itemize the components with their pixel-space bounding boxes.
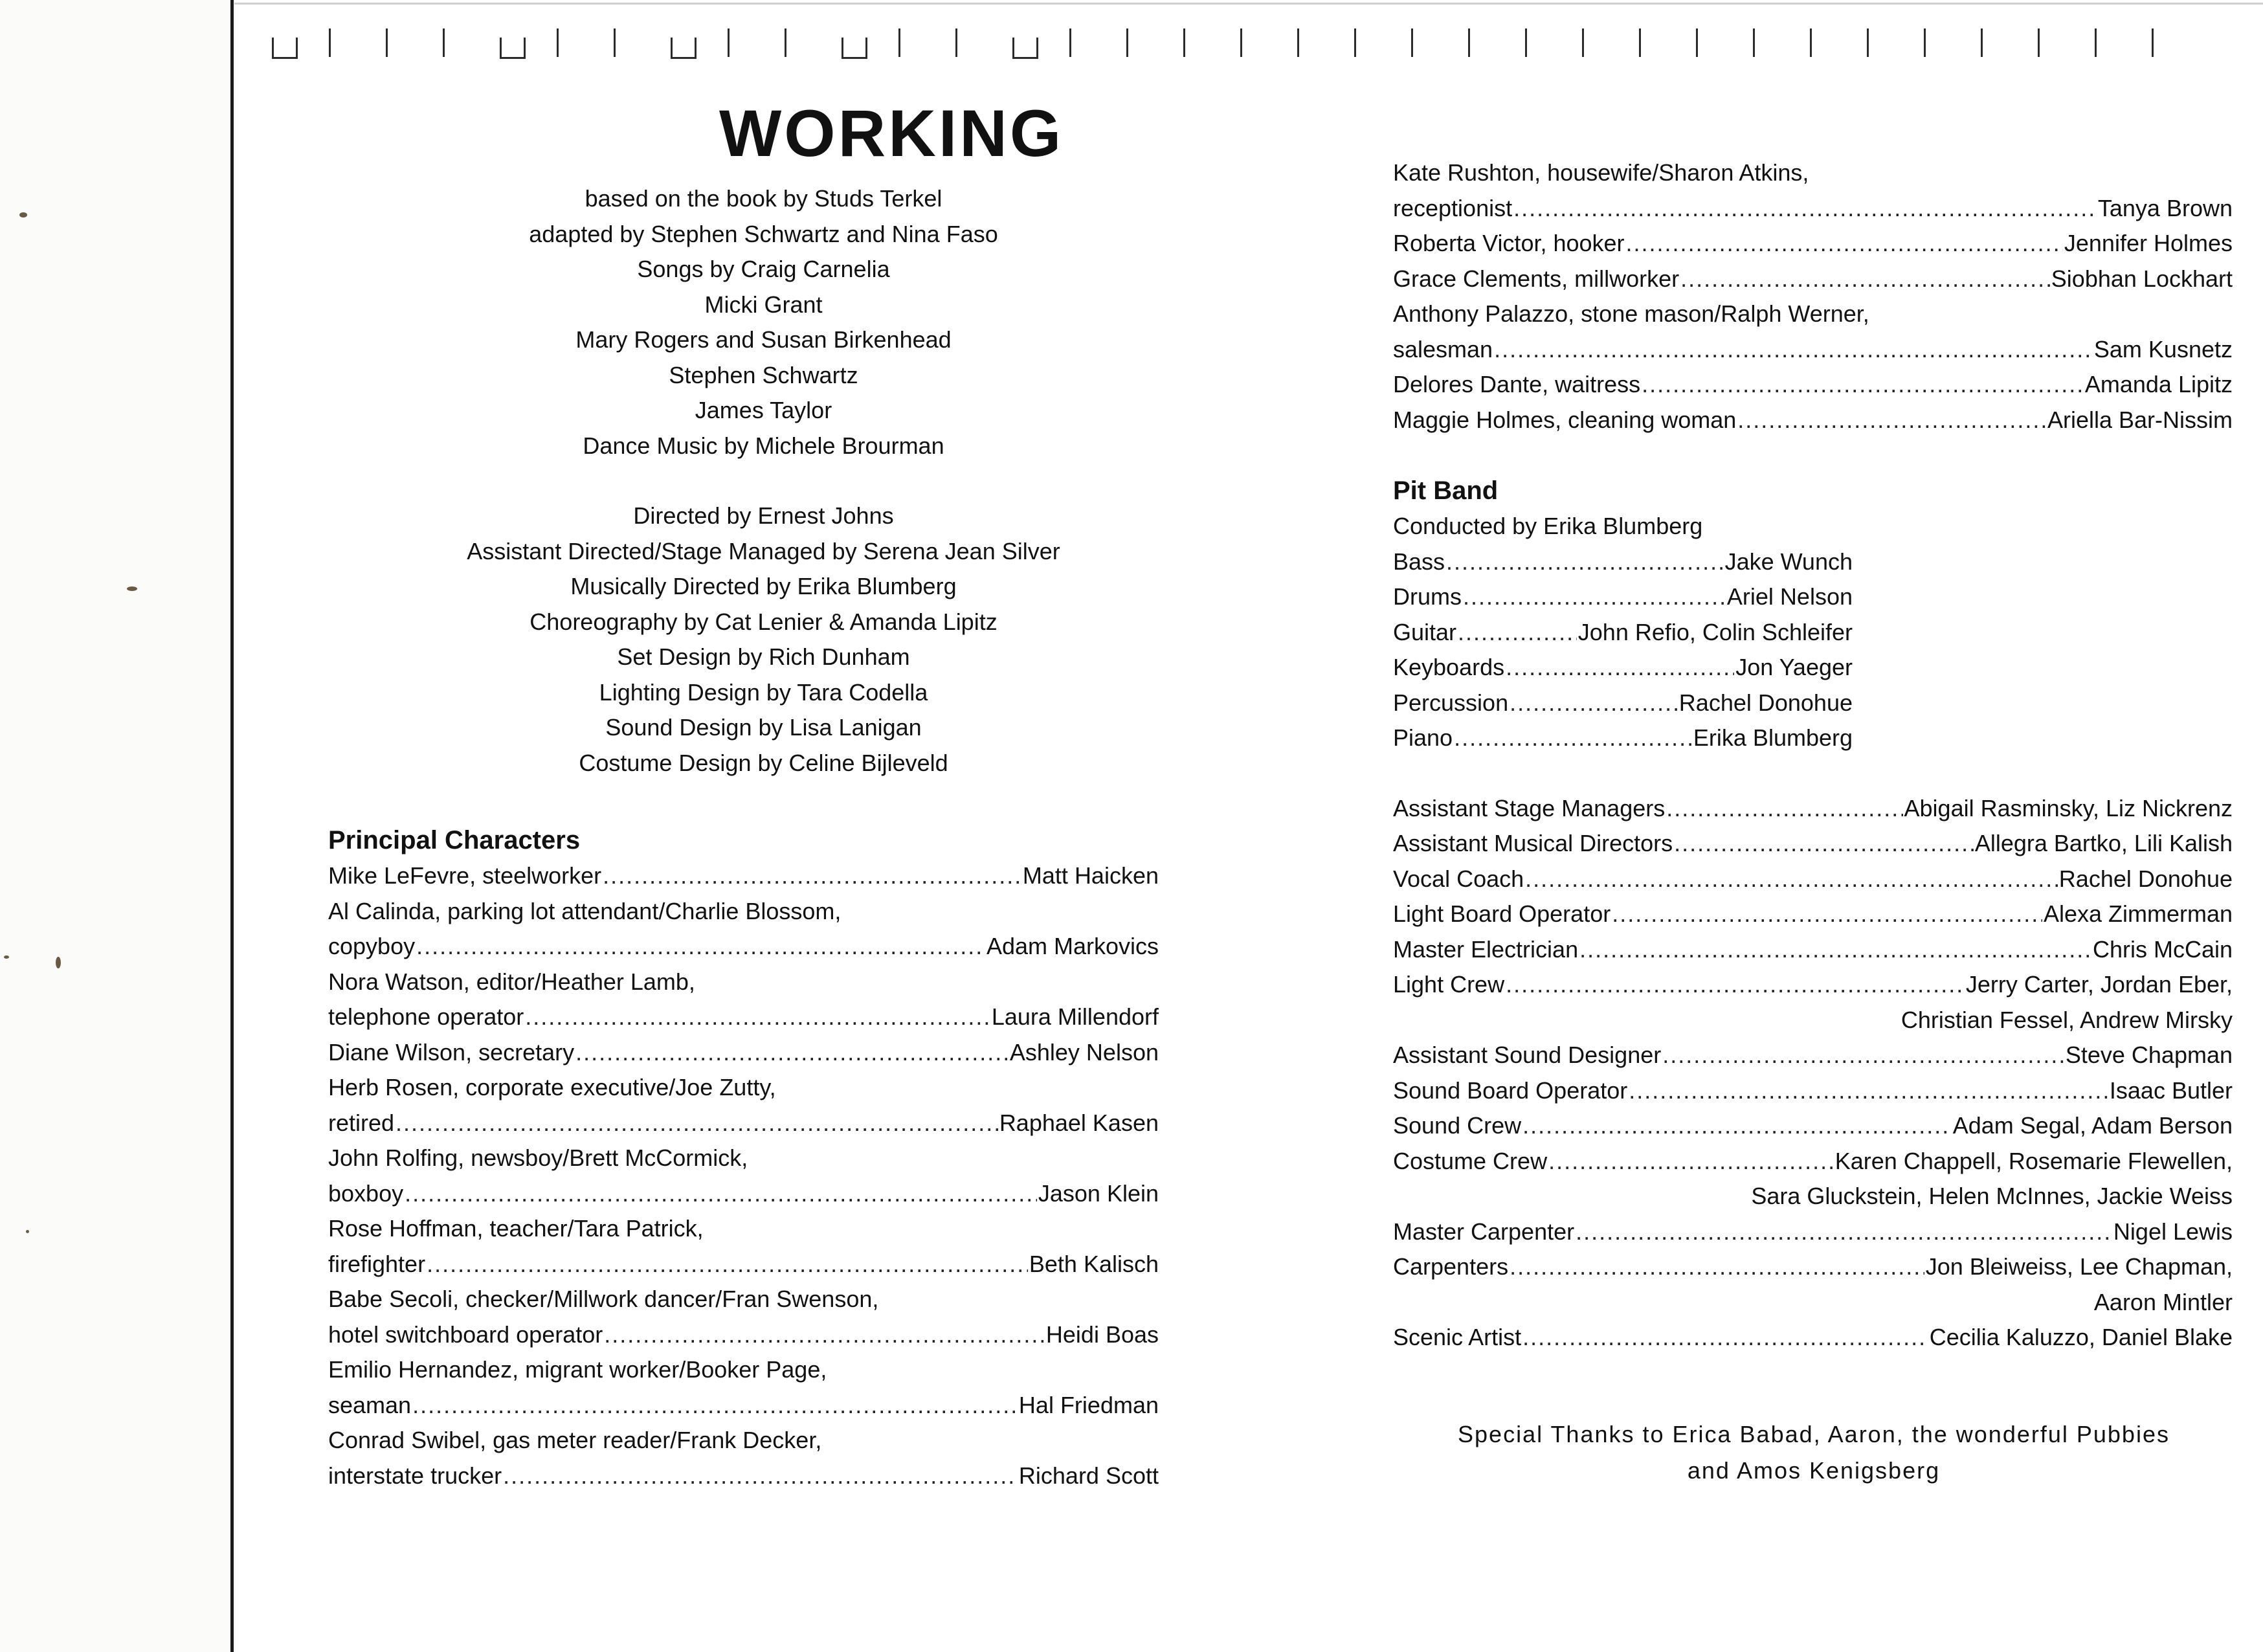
dot-leader [1506,967,1965,1003]
margin-strip [0,0,234,1652]
cast-continued [1393,155,2233,438]
special-thanks [1393,1416,2235,1489]
dot-leader [1548,1144,1834,1179]
cast-name: Richard Scott [1018,1462,1159,1489]
credit-line: adapted by Stephen Schwartz and Nina Faso [529,220,998,247]
crew-row [1393,1073,2233,1109]
band-row [1393,650,1853,686]
cast-role-line: Rose Hoffman, teacher/Tara Patrick, [328,1215,704,1242]
right-column [1393,155,2235,1489]
crew-row [1393,1320,2233,1356]
production-line: Directed by Ernest Johns [633,502,894,530]
cast-role: boxboy [328,1179,404,1207]
crew-row [1393,932,2233,968]
dot-leader [503,1458,1018,1494]
pit-band [1393,473,1853,756]
cast-name: Laura Millendorf [991,1003,1159,1031]
cast-name: Sam Kusnetz [2093,335,2233,363]
crew-name: Abigail Rasminsky, Liz Nickrenz [1904,794,2233,821]
cast-name: Matt Haicken [1022,862,1159,889]
dot-leader [1513,191,2097,227]
cast-row [1393,262,2233,297]
section-heading: Pit Band [1393,476,1499,505]
dot-leader [1463,579,1726,615]
dot-leader [1458,615,1577,651]
crew-role: Master Carpenter [1393,1218,1575,1245]
paper-speck [26,1230,29,1233]
production-line: Assistant Directed/Stage Managed by Serena Jean Silver [467,537,1060,564]
production-crew [1393,791,2233,1356]
dot-leader [1522,1108,1952,1144]
crew-role: Costume Crew [1393,1147,1548,1174]
crew-name: Alexa Zimmerman [2043,900,2233,927]
thanks-line: and Amos Kenigsberg [1687,1457,1941,1484]
crew-name-continued: Sara Gluckstein, Helen McInnes, Jackie Weiss [1751,1183,2233,1209]
instrument: Piano [1393,724,1453,751]
crew-name: Jon Bleiweiss, Lee Chapman, [1925,1253,2233,1280]
cast-role: Mike LeFevre, steelworker [328,862,602,889]
cast-name: Tanya Brown [2097,194,2233,221]
crew-role: Assistant Stage Managers [1393,794,1666,821]
musician: Jon Yaeger [1735,654,1853,680]
crew-name: Nigel Lewis [2113,1218,2233,1245]
crew-name: Steve Chapman [2065,1042,2233,1068]
crew-name: Allegra Bartko, Lili Kalish [1974,830,2233,856]
crew-role: Vocal Coach [1393,865,1524,892]
instrument: Drums [1393,583,1462,610]
cast-role-line: Babe Secoli, checker/Millwork dancer/Fran Swenson, [328,1286,879,1313]
dot-leader [575,1035,1009,1071]
dot-leader [1642,367,2084,403]
crew-row [1393,862,2233,897]
cast-name: Amanda Lipitz [2084,371,2233,397]
dot-leader [1737,403,2046,438]
crew-role: Scenic Artist [1393,1324,1522,1350]
band-row [1393,615,1853,651]
crew-row [1393,791,2233,827]
cast-row [328,999,1159,1035]
credit-line: Micki Grant [704,291,823,318]
band-row [1393,579,1853,615]
cast-row [328,929,1159,965]
dot-leader [1666,791,1902,827]
crew-row [1393,897,2233,932]
spacer [1393,756,2235,791]
band-conductor: Conducted by Erika Blumberg [1393,513,1703,539]
cast-row [328,1106,1159,1141]
cast-role: interstate trucker [328,1462,502,1489]
cast-role: hotel switchboard operator [328,1321,603,1348]
dot-leader [1579,932,2091,968]
instrument: Guitar [1393,618,1457,645]
dot-leader [1454,720,1692,756]
credit-line: based on the book by Studs Terkel [585,185,942,212]
crew-role: Assistant Sound Designer [1393,1042,1662,1068]
production-line: Set Design by Rich Dunham [617,643,910,671]
band-row [1393,686,1853,721]
cast-row [328,1458,1159,1494]
crew-name: Karen Chappell, Rosemarie Flewellen, [1834,1147,2233,1174]
cast-role: Grace Clements, millworker [1393,265,1680,292]
dot-leader [603,858,1021,894]
cast-role: Roberta Victor, hooker [1393,230,1625,256]
cast-name: Jason Klein [1038,1179,1159,1207]
cast-role-line: Conrad Swibel, gas meter reader/Frank Decker, [328,1427,822,1454]
musician: Jake Wunch [1724,548,1853,575]
dot-leader [412,1388,1018,1423]
cast-name: Jennifer Holmes [2064,230,2233,256]
crew-name: Rachel Donohue [2058,865,2233,892]
show-title: WORKING [719,96,1064,170]
thanks-line: Special Thanks to Erica Babad, Aaron, the wonderful Pubbies [1458,1420,2170,1447]
production-credits [328,498,1199,781]
cast-role-line: Herb Rosen, corporate executive/Joe Zutty, [328,1074,776,1101]
crew-row [1393,1144,2233,1179]
cast-role: firefighter [328,1250,426,1277]
dot-leader [1626,226,2063,262]
cast-row [328,858,1159,894]
dot-leader [1510,1249,1924,1285]
dot-leader [1510,686,1678,721]
musician: John Refio, Colin Schleifer [1577,618,1853,645]
cast-name: Ariella Bar-Nissim [2047,406,2233,433]
cast-role: salesman [1393,335,1493,363]
credit-line: Songs by Craig Carnelia [637,256,890,283]
authorship-credits [328,181,1199,463]
crew-name-continued: Christian Fessel, Andrew Mirsky [1901,1006,2233,1033]
crew-role: Light Crew [1393,971,1505,998]
cast-role: receptionist [1393,194,1513,221]
dot-leader [1612,897,2042,932]
crew-name: Jerry Carter, Jordan Eber, [1965,971,2233,998]
cast-role-line: Nora Watson, editor/Heather Lamb, [328,968,695,995]
dot-leader [1446,544,1724,580]
production-line: Sound Design by Lisa Lanigan [605,714,922,741]
cast-role-line: Kate Rushton, housewife/Sharon Atkins, [1393,159,1809,186]
crew-row [1393,1249,2233,1285]
crew-row [1393,1108,2233,1144]
program-page [234,0,2263,1652]
dot-leader [1506,650,1734,686]
crew-name-continued: Aaron Mintler [2093,1288,2233,1315]
cast-name: Adam Markovics [986,933,1159,960]
paper-speck [19,212,27,218]
credit-line: James Taylor [695,397,832,424]
crew-row [1393,1038,2233,1073]
paper-speck [56,957,61,968]
cast-role: copyboy [328,933,416,960]
instrument: Percussion [1393,689,1509,716]
dot-leader [525,999,990,1035]
cast-role-line: Emilio Hernandez, migrant worker/Booker Page, [328,1356,827,1383]
section-heading: Principal Characters [328,826,581,855]
dot-leader [1576,1214,2112,1250]
crew-name: Cecilia Kaluzzo, Daniel Blake [1929,1324,2233,1350]
credit-line: Stephen Schwartz [669,361,858,388]
band-row [1393,720,1853,756]
dot-leader [405,1176,1037,1212]
cast-row [1393,332,2233,368]
crew-role: Sound Board Operator [1393,1077,1628,1104]
instrument: Keyboards [1393,654,1505,680]
crew-row [1393,967,2233,1003]
crew-name: Isaac Butler [2109,1077,2233,1104]
dot-leader [427,1247,1028,1282]
cast-name: Siobhan Lockhart [2051,265,2233,292]
cast-role: Diane Wilson, secretary [328,1038,575,1066]
band-row [1393,544,1853,580]
credit-line: Mary Rogers and Susan Birkenhead [575,326,952,353]
crew-role: Light Board Operator [1393,900,1611,927]
paper-speck [4,955,9,959]
paper-speck [127,586,137,591]
production-line: Musically Directed by Erika Blumberg [570,573,957,600]
dot-leader [1522,1320,1928,1356]
crew-name: Adam Segal, Adam Berson [1952,1112,2233,1139]
crew-name: Chris McCain [2092,935,2233,963]
cast-row [328,1035,1159,1071]
cast-role-line: Anthony Palazzo, stone mason/Ralph Werner, [1393,300,1869,327]
cast-role: retired [328,1109,395,1136]
dot-leader [604,1317,1045,1353]
dot-leader [1525,862,2058,897]
crew-role: Carpenters [1393,1253,1509,1280]
cast-role: seaman [328,1391,412,1418]
dot-leader [1674,826,1974,862]
dot-leader [396,1106,998,1141]
cast-role-line: Al Calinda, parking lot attendant/Charlie Blossom, [328,897,842,924]
crew-row [1393,1214,2233,1250]
dot-leader [1494,332,2093,368]
cast-row [1393,226,2233,262]
left-column [328,97,1393,1493]
cast-name: Hal Friedman [1018,1391,1159,1418]
musician: Erika Blumberg [1693,724,1853,751]
dot-leader [1680,262,2050,297]
cast-row [328,1317,1159,1353]
cast-role: telephone operator [328,1003,524,1031]
cast-row [328,1247,1159,1282]
cast-row [1393,403,2233,438]
dot-leader [416,929,985,965]
spacer [1393,438,2235,473]
cast-row [1393,367,2233,403]
cast-row [328,1176,1159,1212]
crew-role: Sound Crew [1393,1112,1522,1139]
dot-leader [1662,1038,2064,1073]
crew-role: Assistant Musical Directors [1393,830,1673,856]
cast-name: Heidi Boas [1045,1321,1159,1348]
cast-role: Maggie Holmes, cleaning woman [1393,406,1737,433]
crew-role: Master Electrician [1393,935,1579,963]
spacer [328,463,1393,498]
dot-leader [1629,1073,2108,1109]
cast-row [1393,191,2233,227]
production-line: Lighting Design by Tara Codella [599,678,928,706]
cast-name: Raphael Kasen [999,1109,1159,1136]
crew-row [1393,826,2233,862]
musician: Ariel Nelson [1726,583,1853,610]
cast-name: Beth Kalisch [1029,1250,1159,1277]
musician: Rachel Donohue [1678,689,1853,716]
principal-characters [328,822,1159,1493]
cast-name: Ashley Nelson [1009,1038,1159,1066]
production-line: Costume Design by Celine Bijleveld [579,749,948,776]
credit-line: Dance Music by Michele Brourman [583,432,944,459]
instrument: Bass [1393,548,1445,575]
cast-role: Delores Dante, waitress [1393,371,1641,397]
cast-role-line: John Rolfing, newsboy/Brett McCormick, [328,1144,748,1172]
cast-row [328,1388,1159,1423]
production-line: Choreography by Cat Lenier & Amanda Lipitz [530,608,998,635]
